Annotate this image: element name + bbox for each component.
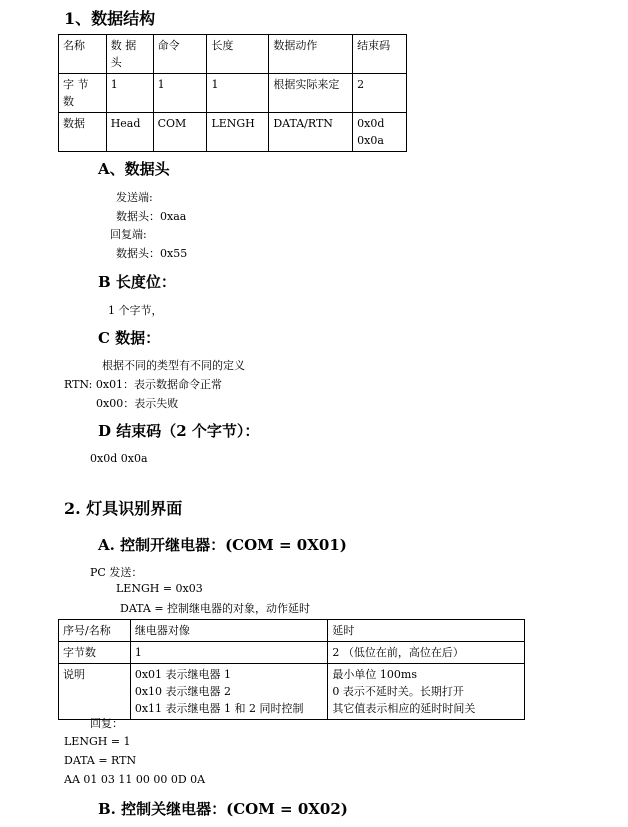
relay-table [58,619,525,720]
delay-line: 最小单位 100ms [332,668,417,681]
table-cell: 字节数 [59,642,131,664]
table-cell: 长度 [207,35,269,74]
table-cell: 1 [153,74,207,113]
table-cell: 1 [130,642,328,664]
send-value: 数据头：0xaa [116,210,187,223]
end-code-heading: D 结束码（2 个字节）： [98,422,260,440]
table-cell: 数据动作 [269,35,353,74]
reply-data: DATA = RTN [64,754,137,767]
table-cell: 命令 [153,35,207,74]
table-cell: 0x0d 0x0a [353,113,407,152]
delay-line: 其它值表示相应的延时时间关 [332,702,476,715]
relay-on-heading: A. 控制开继电器：(COM = 0X01) [98,536,347,554]
table-cell: 2 （低位在前，高位在后） [328,642,525,664]
relay-off-heading: B. 控制关继电器：(COM = 0X02) [98,800,348,818]
table-cell: DATA/RTN [269,113,353,152]
table-row [59,664,525,720]
table-cell: 数据 [59,113,107,152]
table-header-row [59,620,525,642]
pc-send-label: PC 发送： [90,566,143,579]
table-cell: 名称 [59,35,107,74]
delay-description-cell [328,664,525,720]
relay-line: 0x01 表示继电器 1 [134,668,232,681]
length-text: 1 个字节， [108,304,163,317]
relay-line: 0x11 表示继电器 1 和 2 同时控制 [134,702,304,715]
reply-hex: AA 01 03 11 00 00 0D 0A [64,773,206,786]
relay-description-cell [130,664,328,720]
length-heading: B 长度位： [98,273,176,291]
table-cell: 1 [106,74,153,113]
data-value: DATA = 控制继电器的对象，动作延时 [120,602,311,615]
data-structure-table [58,34,407,152]
table-row [59,642,525,664]
reply-heading: 回复： [90,717,123,730]
table-cell: 说明 [59,664,131,720]
data-text: 根据不同的类型有不同的定义 [102,359,245,372]
table-cell: Head [106,113,153,152]
lengh-value: LENGH = 0x03 [116,582,203,595]
send-label: 发送端: [116,191,153,204]
table-cell: 字 节 数 [59,74,107,113]
reply-lengh: LENGH = 1 [64,735,131,748]
table-cell: 2 [353,74,407,113]
table-row [59,113,407,152]
table-header-row [59,35,407,74]
reply-label: 回复端: [110,228,147,241]
table-cell: 根据实际来定 [269,74,353,113]
relay-line: 0x10 表示继电器 2 [134,685,232,698]
section-2-heading: 2. 灯具识别界面 [64,499,183,518]
table-cell: 数 据 头 [106,35,153,74]
table-cell: COM [153,113,207,152]
table-cell: 继电器对像 [130,620,328,642]
rtn-fail: 0x00：表示失败 [96,397,179,410]
table-cell: 1 [207,74,269,113]
table-row [59,74,407,113]
table-cell: 结束码 [353,35,407,74]
table-cell: 序号/名称 [59,620,131,642]
end-code-text: 0x0d 0x0a [90,452,148,465]
delay-line: 0 表示不延时关。长期打开 [332,685,464,698]
section-1-heading: 1、数据结构 [64,9,156,28]
table-cell: 延时 [328,620,525,642]
rtn-ok: RTN: 0x01：表示数据命令正常 [64,378,223,391]
table-cell: LENGH [207,113,269,152]
data-head-heading: A、数据头 [98,160,170,178]
reply-value: 数据头：0x55 [116,247,188,260]
data-heading: C 数据： [98,329,161,347]
